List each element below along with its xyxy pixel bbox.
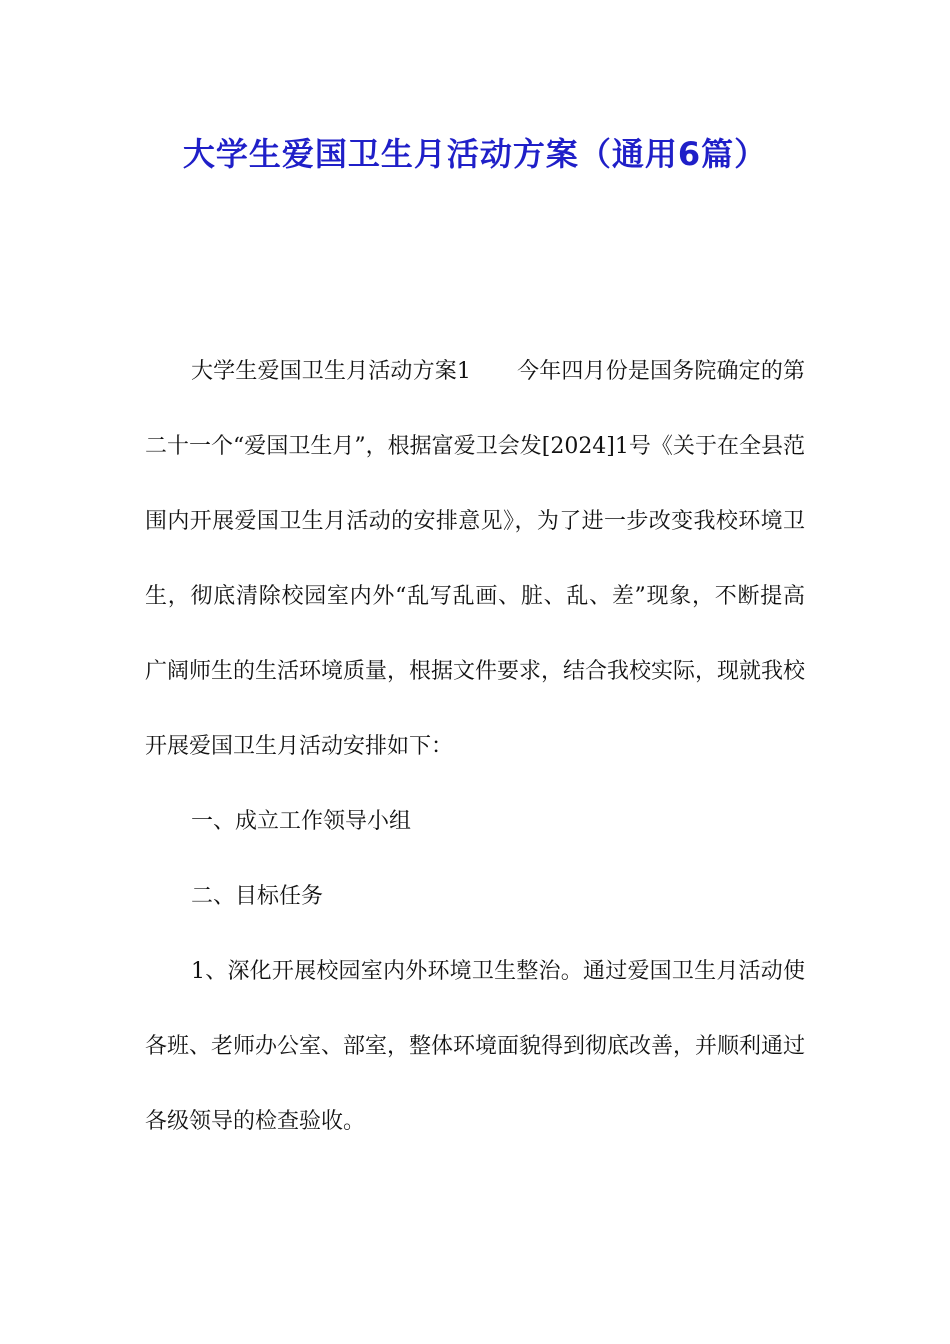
paragraph-text: 今年四月份是国务院确定的第二十一个“爱国卫生月”，根据富爱卫会发[2024]1号《关于在全县范围内开展爱国卫生月活动的安排意见》，为了进一步改变我校环境卫生，彻底清除校园室内外“乱写乱画、脏、乱、差”现象，不断提高广阔师生的生活环境质量，根据文件要求，结合我校实际，现就我校开展爱国卫生月活动安排如下： xyxy=(145,359,806,759)
paragraph-section-2: 二、目标任务 xyxy=(191,884,324,909)
section-heading: 大学生爱国卫生月活动方案1 xyxy=(191,359,471,384)
paragraph-intro xyxy=(145,334,805,784)
paragraph-section-1: 一、成立工作领导小组 xyxy=(191,809,412,834)
paragraph-task-1: 1、深化开展校园室内外环境卫生整治。通过爱国卫生月活动使各班、老师办公室、部室，整体环境面貌得到彻底改善，并顺利通过各级领导的检查验收。 xyxy=(145,959,806,1134)
document-title: 大学生爱国卫生月活动方案（通用6篇） xyxy=(182,135,768,173)
document-body xyxy=(145,334,805,1159)
